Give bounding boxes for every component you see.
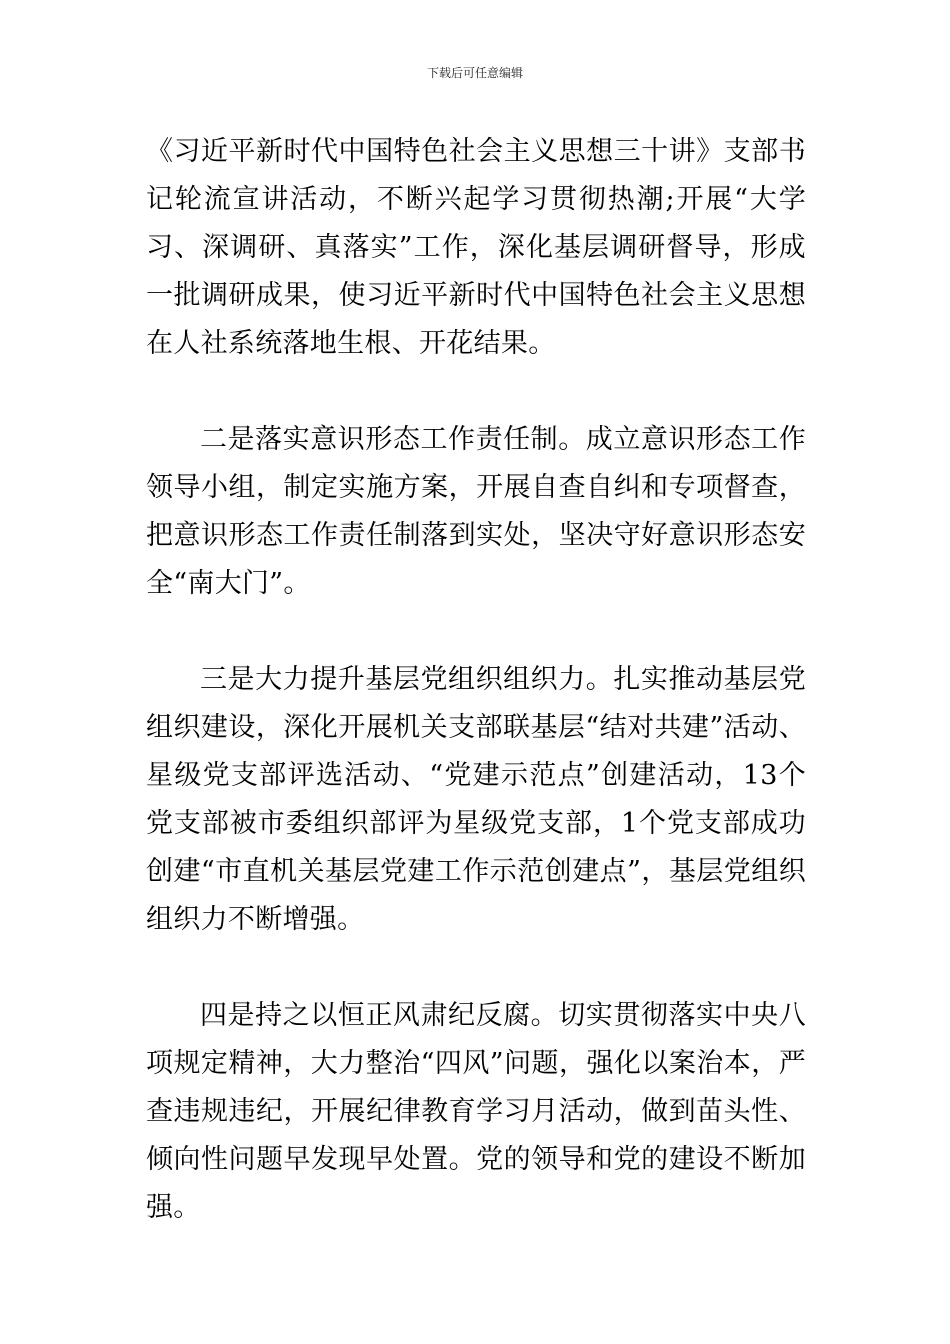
header-note: 下载后可任意编辑 [426,66,523,80]
paragraph-continuation: 《习近平新时代中国特色社会主义思想三十讲》支部书记轮流宣讲活动，不断兴起学习贯彻热潮;开展“大学习、深调研、真落实”工作，深化基层调研督导，形成一批调研成果，使习近平新时代中国特色社会主义思想在人社系统落地生根、开花结果。 [146,136,806,359]
document-body [146,128,806,1232]
paragraph-anti-corruption: 四是持之以恒正风肃纪反腐。切实贯彻落实中央八项规定精神，大力整治“四风”问题，强化以案治本，严查违规违纪，开展纪律教育学习月活动，做到苗头性、倾向性问题早发现早处置。党的领导和党的建设不断加强。 [146,1000,806,1223]
paragraph-ideology-responsibility: 二是落实意识形态工作责任制。成立意识形态工作领导小组，制定实施方案，开展自查自纠和专项督查，把意识形态工作责任制落到实处，坚决守好意识形态安全“南大门”。 [146,424,806,599]
paragraph-grassroots-organization: 三是大力提升基层党组织组织力。扎实推动基层党组织建设，深化开展机关支部联基层“结对共建”活动、星级党支部评选活动、“党建示范点”创建活动，13个党支部被市委组织部评为星级党支部，1个党支部成功创建“市直机关基层党建工作示范创建点”，基层党组织组织力不断增强。 [146,664,806,935]
